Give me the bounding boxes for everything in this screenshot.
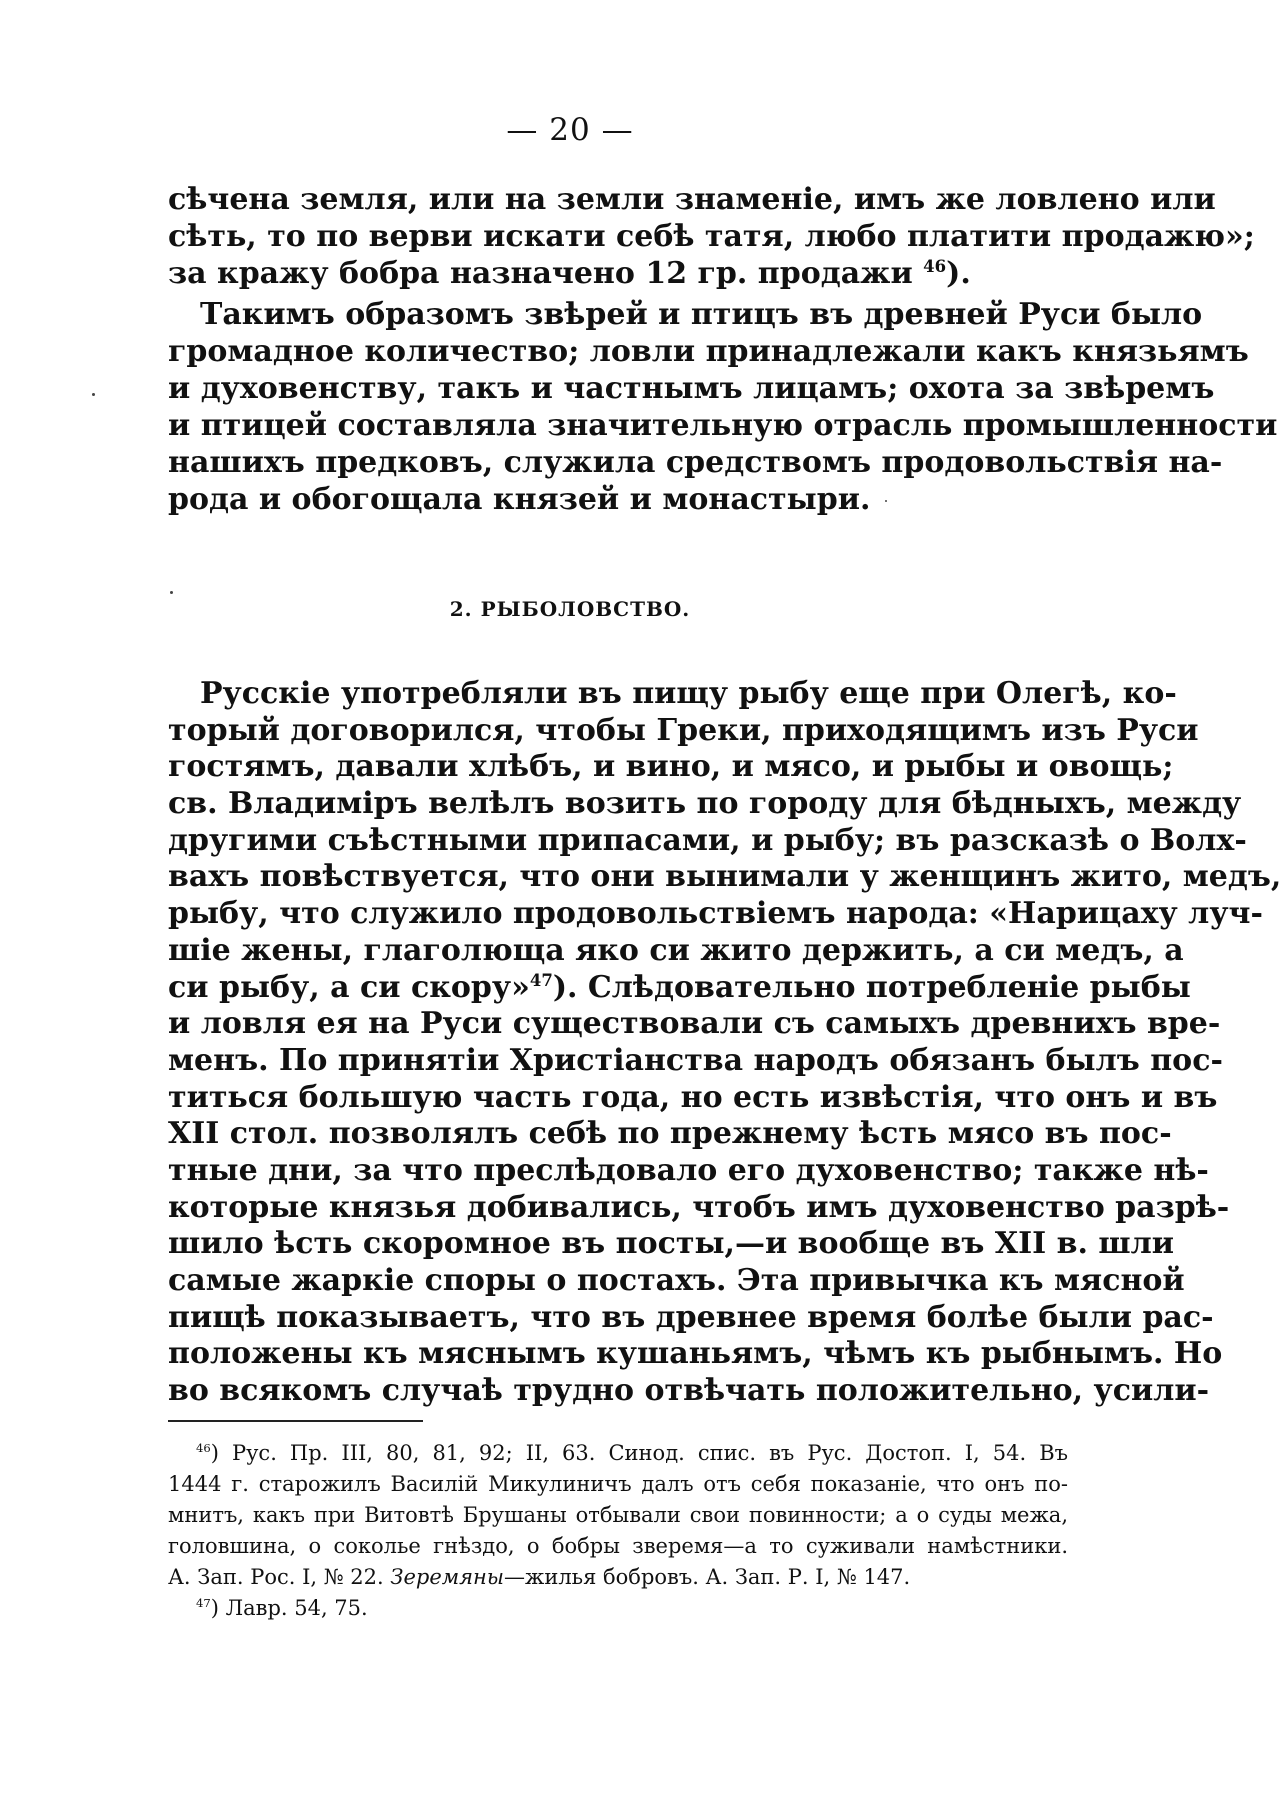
text-fragment: ). [946,256,971,291]
scan-speck [170,591,173,594]
footnote-reference[interactable]: 46 [923,257,947,276]
footnote-reference[interactable]: 47 [529,970,553,990]
footnote-text: А. Зап. Рос. I, № 22. [168,1565,391,1589]
text-line: св. Владиміръ велѣлъ возить по городу для бѣдныхъ, между [168,786,1242,822]
text-line: другими съѣстными припасами, и рыбу; въ разсказѣ о Волх- [168,822,1247,858]
text-fragment: си рыбу, а си скору» [168,969,530,1005]
text-line: шило ѣсть скоромное въ посты,—и вообще въ XII в. шли [168,1226,1175,1262]
paragraph-continuation [168,181,1255,292]
footnote-47 [168,1593,1068,1624]
text-line: и духовенству, такъ и частнымъ лицамъ; охота за звѣремъ [168,371,1215,406]
text-line: громадное количество; ловли принадлежали какъ князьямъ [168,334,1249,369]
paragraph-summary [168,296,1278,518]
section-heading: 2. РЫБОЛОВСТВО. [449,597,691,621]
text-line: и ловля ея на Руси существовали съ самыхъ древнихъ вре- [168,1006,1221,1042]
text-line: сѣчена земля, или на земли знаменіе, имъ же ловлено или [168,182,1216,217]
text-line: рода и обогощала князей и монастыри. [168,482,871,517]
footnote-text: —жилья бобровъ. А. Зап. Р. I, № 147. [504,1565,911,1589]
scan-speck [885,500,887,502]
text-line: гостямъ, давали хлѣбъ, и вино, и мясо, и рыбы и овощь; [168,749,1174,785]
footnote-line: головшина, о соколье гнѣздо, о бобры зверемя—а то суживали намѣстники. [168,1534,1068,1558]
footnote-marker: 47 [196,1596,211,1610]
text-line: которые князья добивались, чтобъ имъ духовенство разрѣ- [168,1189,1230,1225]
footnote-text: ) Лавр. 54, 75. [210,1596,368,1620]
text-line [168,969,1191,1007]
page-number: — 20 — [506,112,634,148]
text-line: сѣть, то по верви искати себѣ татя, любо платити продажю»; [168,219,1255,254]
scan-speck [92,393,95,396]
text-fragment: ). Слѣдовательно потребленіе рыбы [552,969,1191,1005]
text-line: во всякомъ случаѣ трудно отвѣчать положительно, усили- [168,1373,1210,1409]
text-line: Русскіе употребляли въ пищу рыбу еще при Олегѣ, ко- [200,676,1177,711]
text-line: титься большую часть года, но есть извѣстія, что онъ и въ [168,1079,1218,1115]
text-line: рыбу, что служило продовольствіемъ народа: «Нарицаху луч- [168,896,1263,932]
footnote-italic-term: Зеремяны [390,1565,504,1589]
text-line: XII стол. позволялъ себѣ по прежнему ѣсть мясо въ пос- [168,1116,1172,1152]
footnote-line: мнитъ, какъ при Витовтѣ Брушаны отбывали свои повинности; а о суды межа, [168,1503,1068,1527]
footnotes [168,1438,1068,1624]
text-line: положены къ мяснымъ кушаньямъ, чѣмъ къ рыбнымъ. Но [168,1336,1223,1372]
text-line: и птицей составляла значительную отрасль промышленности [168,408,1278,443]
text-line: тные дни, за что преслѣдовало его духовенство; также нѣ- [168,1152,1209,1188]
text-line: нашихъ предковъ, служила средствомъ продовольствія на- [168,445,1223,480]
footnote-separator [168,1420,423,1422]
footnote-line [168,1562,1068,1593]
text-line: вахъ повѣствуется, что они вынимали у женщинъ жито, медъ, [168,859,1281,895]
text-line: самые жаркіе споры о постахъ. Эта привычка къ мясной [168,1263,1185,1298]
text-line: менъ. По принятіи Христіанства народъ обязанъ былъ пос- [168,1042,1223,1078]
text-line: Такимъ образомъ звѣрей и птицъ въ древней Руси было [200,297,1203,332]
text-line: пищѣ показываетъ, что въ древнее время болѣе были рас- [168,1299,1214,1335]
footnote-text: ) Рус. Пр. III, 80, 81, 92; II, 63. Синод. спис. въ Рус. Достоп. I, 54. Въ [210,1441,1068,1465]
text-line: шіе жены, глаголюща яко си жито держить, а си медъ, а [168,932,1184,968]
footnote-marker: 46 [196,1441,211,1455]
footnote-46 [168,1438,1068,1469]
text-line: торый договорился, чтобы Греки, приходящимъ изъ Руси [168,712,1199,748]
paragraph-fishing [168,676,1281,1410]
text-line [168,255,1068,292]
text-fragment: за кражу бобра назначено 12 гр. продажи [168,256,913,291]
footnote-line: 1444 г. старожилъ Василій Микулиничъ далъ отъ себя показаніе, что онъ по- [168,1472,1068,1496]
